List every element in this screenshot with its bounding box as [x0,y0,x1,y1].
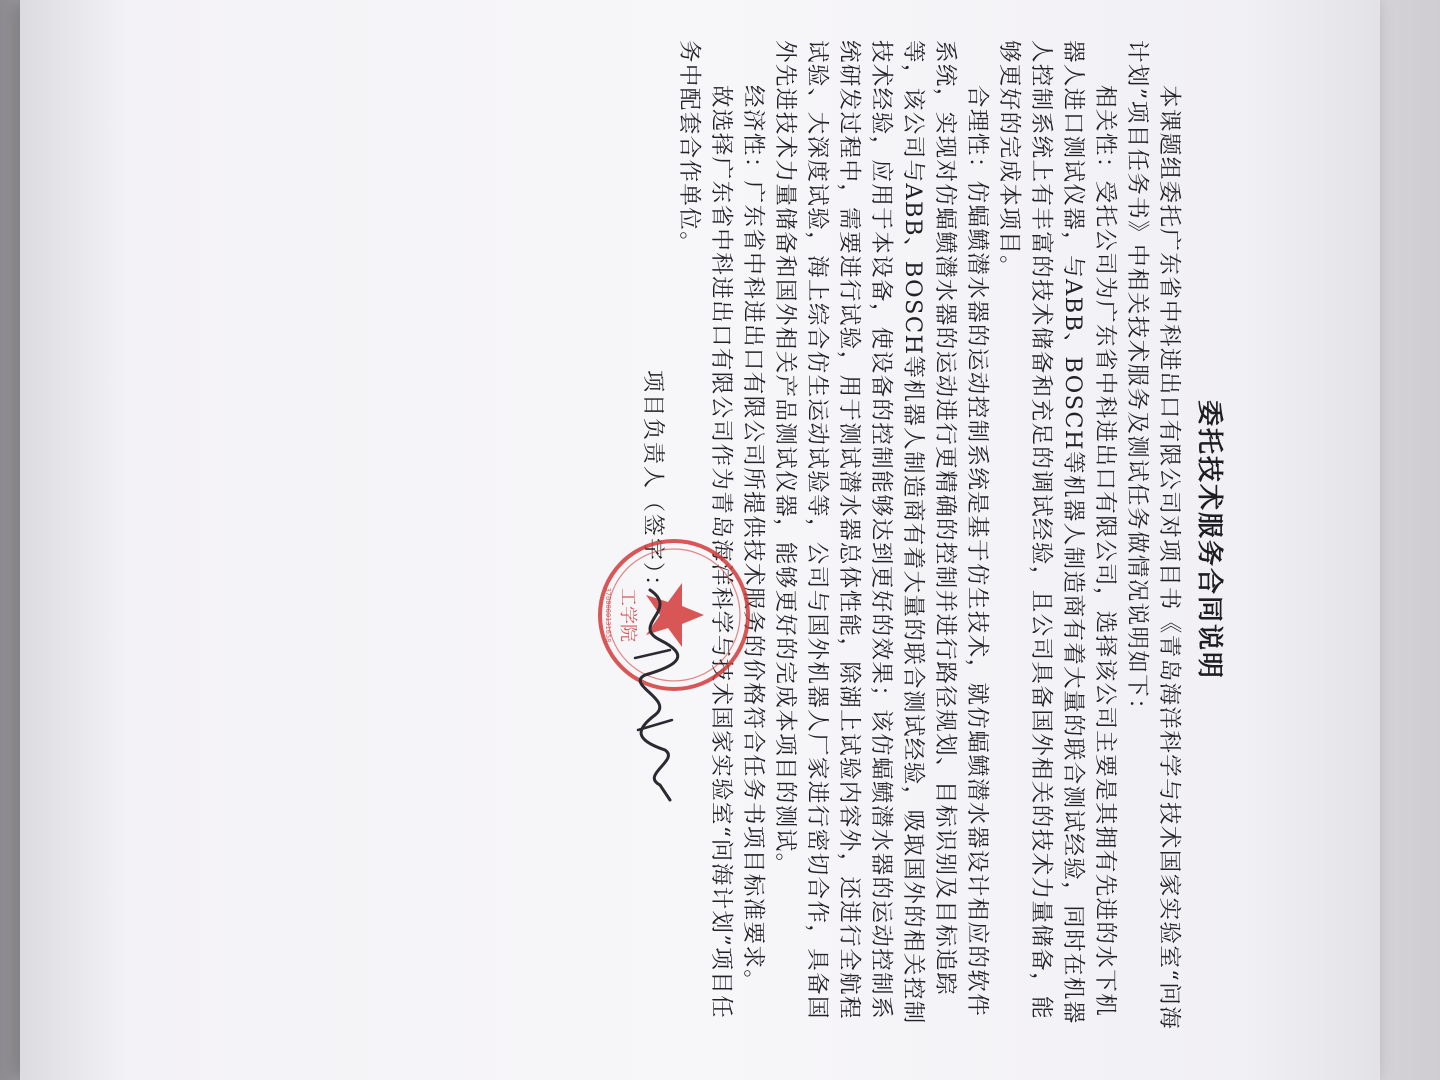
handwritten-signature [620,580,690,810]
paragraph-relevance: 相关性：受托公司为广东省中科进出口有限公司，选择该公司主要是其拥有先进的水下机器人进口测试仪器，与ABB、BOSCH等机器人制造商有着大量的联合测试经验，同时在机器人控制系统上有丰富的技术储备和充足的调试经验，且公司具备国外相关的技术力量储备，能够更好的完成本项目。 [996,40,1118,1025]
paragraph-conclusion: 故选择广东省中科进出口有限公司作为青岛海洋科学与技术国家实验室“问海计划”项目任务中配套合作单位。 [676,40,734,1020]
paragraph-economy: 经济性：广东省中科进出口有限公司所提供技术服务的价格符合任务书项目标准要求。 [740,85,766,994]
stamp-number: 3700000131658 [604,587,612,643]
paragraph-rationality: 合理性：仿蝠鲼潜水器的运动控制系统是基于仿生技术，就仿蝠鲼潜水器设计相应的软件系统，实现对仿蝠鲼潜水器的运动进行更精确的控制并进行路径规划、目标识别及目标追踪等，该公司与ABB、BOSCH等机器人制造商有着大量的联合测试经验，吸取国外的相关控制技术经验，应用于本设备，使设备的控制能够达到更好的效果；该仿蝠鲼潜水器的运动控制系统研发过程中，需要进行试验，用于测试潜水器总体性能，除湖上试验内容外，还进行全航程试验、大深度试验，海上综合仿生运动试验等，公司与国外机器人厂家进行密切合作，具备国外先进技术力量储备和国外相关产品测试仪器，能够更好的完成本项目的测试。 [772,40,990,1025]
rotated-document-page [590,40,1230,1040]
stamp-text: 工学院 [617,588,638,642]
document-title: 委托技术服务合同说明 [1194,399,1224,680]
signature-label: 项目负责人（签字）： [640,370,665,600]
paragraph-intro: 本课题组委托广东省中科进出口有限公司对项目书《青岛海洋科学与技术国家实验室“问海计划”项目任务书》中相关技术服务及测试任务做情况说明如下： [1124,40,1182,1031]
